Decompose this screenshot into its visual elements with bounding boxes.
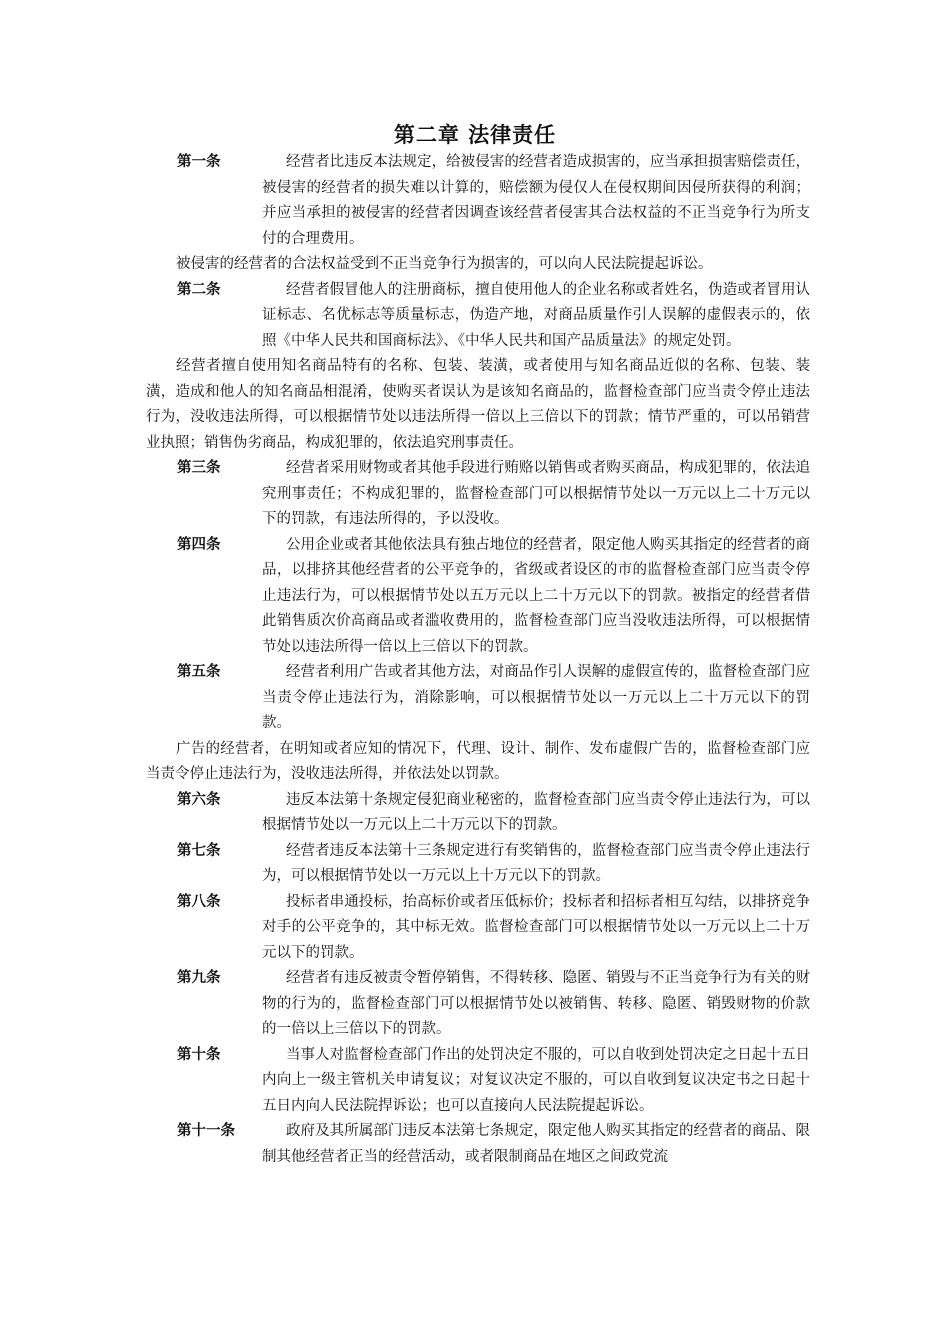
article-text: 经营者利用广告或者其他方法，对商品作引人误解的虚假宣传的，监督检查部门应当责令停止违法行为，消除影响，可以根据情节处以一万元以上二十万元以下的罚款。	[262, 664, 810, 731]
article-text: 政府及其所属部门违反本法第七条规定，限定他人购买其指定的经营者的商品、限制其他经营者正当的经营活动，或者限制商品在地区之间政党流	[262, 1123, 810, 1165]
article-10	[146, 1043, 810, 1120]
paragraph: 被侵害的经营者的合法权益受到不正当竞争行为损害的，可以向人民法院提起诉讼。	[176, 256, 713, 272]
article-text: 违反本法第十条规定侵犯商业秘密的，监督检查部门应当责令停止违法行为，可以根据情节处以一万元以上二十万元以下的罚款。	[262, 791, 810, 833]
paragraph: 经营者擅自使用知名商品特有的名称、包装、装潢，或者使用与知名商品近似的名称、包装、装潢，造成和他人的知名商品相混淆，使购买者误认为是该知名商品的，监督检查部门应当责令停止违法行为，没收违法所得，可以根据情节处以违法所得一倍以上三倍以下的罚款；情节严重的，可以吊销营业执照；销售伪劣商品，构成犯罪的，依法追究刑事责任。	[146, 358, 810, 451]
article-3	[146, 456, 810, 533]
article-label: 第十一条	[177, 1123, 235, 1139]
article-7	[146, 839, 810, 890]
article-label: 第五条	[177, 664, 221, 680]
article-text: 经营者比违反本法规定，给被侵害的经营者造成损害的，应当承担损害赔偿责任，被侵害的经营者的损失难以计算的，赔偿额为侵仅人在侵权期间因侵所获得的利润；并应当承担的被侵害的经营者因调查该经营者侵害其合法权益的不正当竞争行为所支付的合理费用。	[262, 154, 810, 247]
article-11	[146, 1119, 810, 1170]
article-6	[146, 788, 810, 839]
document-body	[146, 150, 810, 1170]
article-label: 第六条	[177, 791, 221, 808]
article-label: 第二条	[177, 281, 221, 298]
article-label: 第七条	[177, 842, 221, 859]
article-8	[146, 890, 810, 967]
article-text: 投标者串通投标，抬高标价或者压低标价；投标者和招标者相互勾结，以排挤竞争对手的公平竞争的，其中标无效。监督检查部门可以根据情节处以一万元以上二十万元以下的罚款。	[262, 893, 810, 961]
article-label: 第三条	[177, 460, 221, 476]
article-9	[146, 966, 810, 1043]
article-text: 经营者假冒他人的注册商标，擅自使用他人的企业名称或者姓名，伪造或者冒用认证标志、名优标志等质量标志，伪造产地，对商品质量作引人误解的虚假表示的，依照《中华人民共和国商标法》、《中华人民共和国产品质量法》的规定处罚。	[262, 281, 810, 349]
article-text: 经营者采用财物或者其他手段进行贿赂以销售或者购买商品，构成犯罪的，依法追究刑事责任；不构成犯罪的，监督检查部门可以根据情节处以一万元以上二十万元以下的罚款，有违法所得的，予以没收。	[262, 460, 810, 527]
article-text: 当事人对监督检查部门作出的处罚决定不服的，可以自收到处罚决定之日起十五日内向上一级主管机关申请复议；对复议决定不服的，可以自收到复议决定书之日起十五日内向人民法院捍诉讼；也可以直接向人民法院提起诉讼。	[262, 1046, 810, 1114]
article-text: 公用企业或者其他依法具有独占地位的经营者，限定他人购买其指定的经营者的商品，以排挤其他经营者的公平竞争的，省级或者设区的市的监督检查部门应当责令停止违法行为，可以根据情节处以五万元以上二十万元以下的罚款。被指定的经营者借此销售质次价高商品或者滥收费用的，监督检查部门应当没收违法所得，可以根据情节处以违法所得一倍以上三倍以下的罚款。	[262, 536, 810, 655]
article-5	[146, 660, 810, 737]
article-text: 经营者违反本法第十三条规定进行有奖销售的，监督检查部门应当责令停止违法行为，可以根据情节处以一万元以上十万元以下的罚款。	[262, 842, 810, 884]
chapter-title: 第二章 法律责任	[393, 123, 557, 147]
article-label: 第一条	[177, 154, 221, 170]
article-4	[146, 533, 810, 661]
paragraph: 广告的经营者，在明知或者应知的情况下，代理、设计、制作、发布虚假广告的，监督检查部门应当责令停止违法行为，没收违法所得，并依法处以罚款。	[146, 740, 810, 782]
article-label: 第八条	[177, 893, 221, 910]
article-label: 第十条	[177, 1046, 221, 1063]
article-2	[146, 278, 810, 355]
article-1	[146, 150, 810, 252]
article-label: 第九条	[177, 970, 221, 986]
article-label: 第四条	[177, 536, 221, 553]
article-text: 经营者有违反被责令暂停销售，不得转移、隐匿、销毁与不正当竞争行为有关的财物的行为的，监督检查部门可以根据情节处以被销售、转移、隐匿、销毁财物的价款的一倍以上三倍以下的罚款。	[262, 970, 810, 1037]
